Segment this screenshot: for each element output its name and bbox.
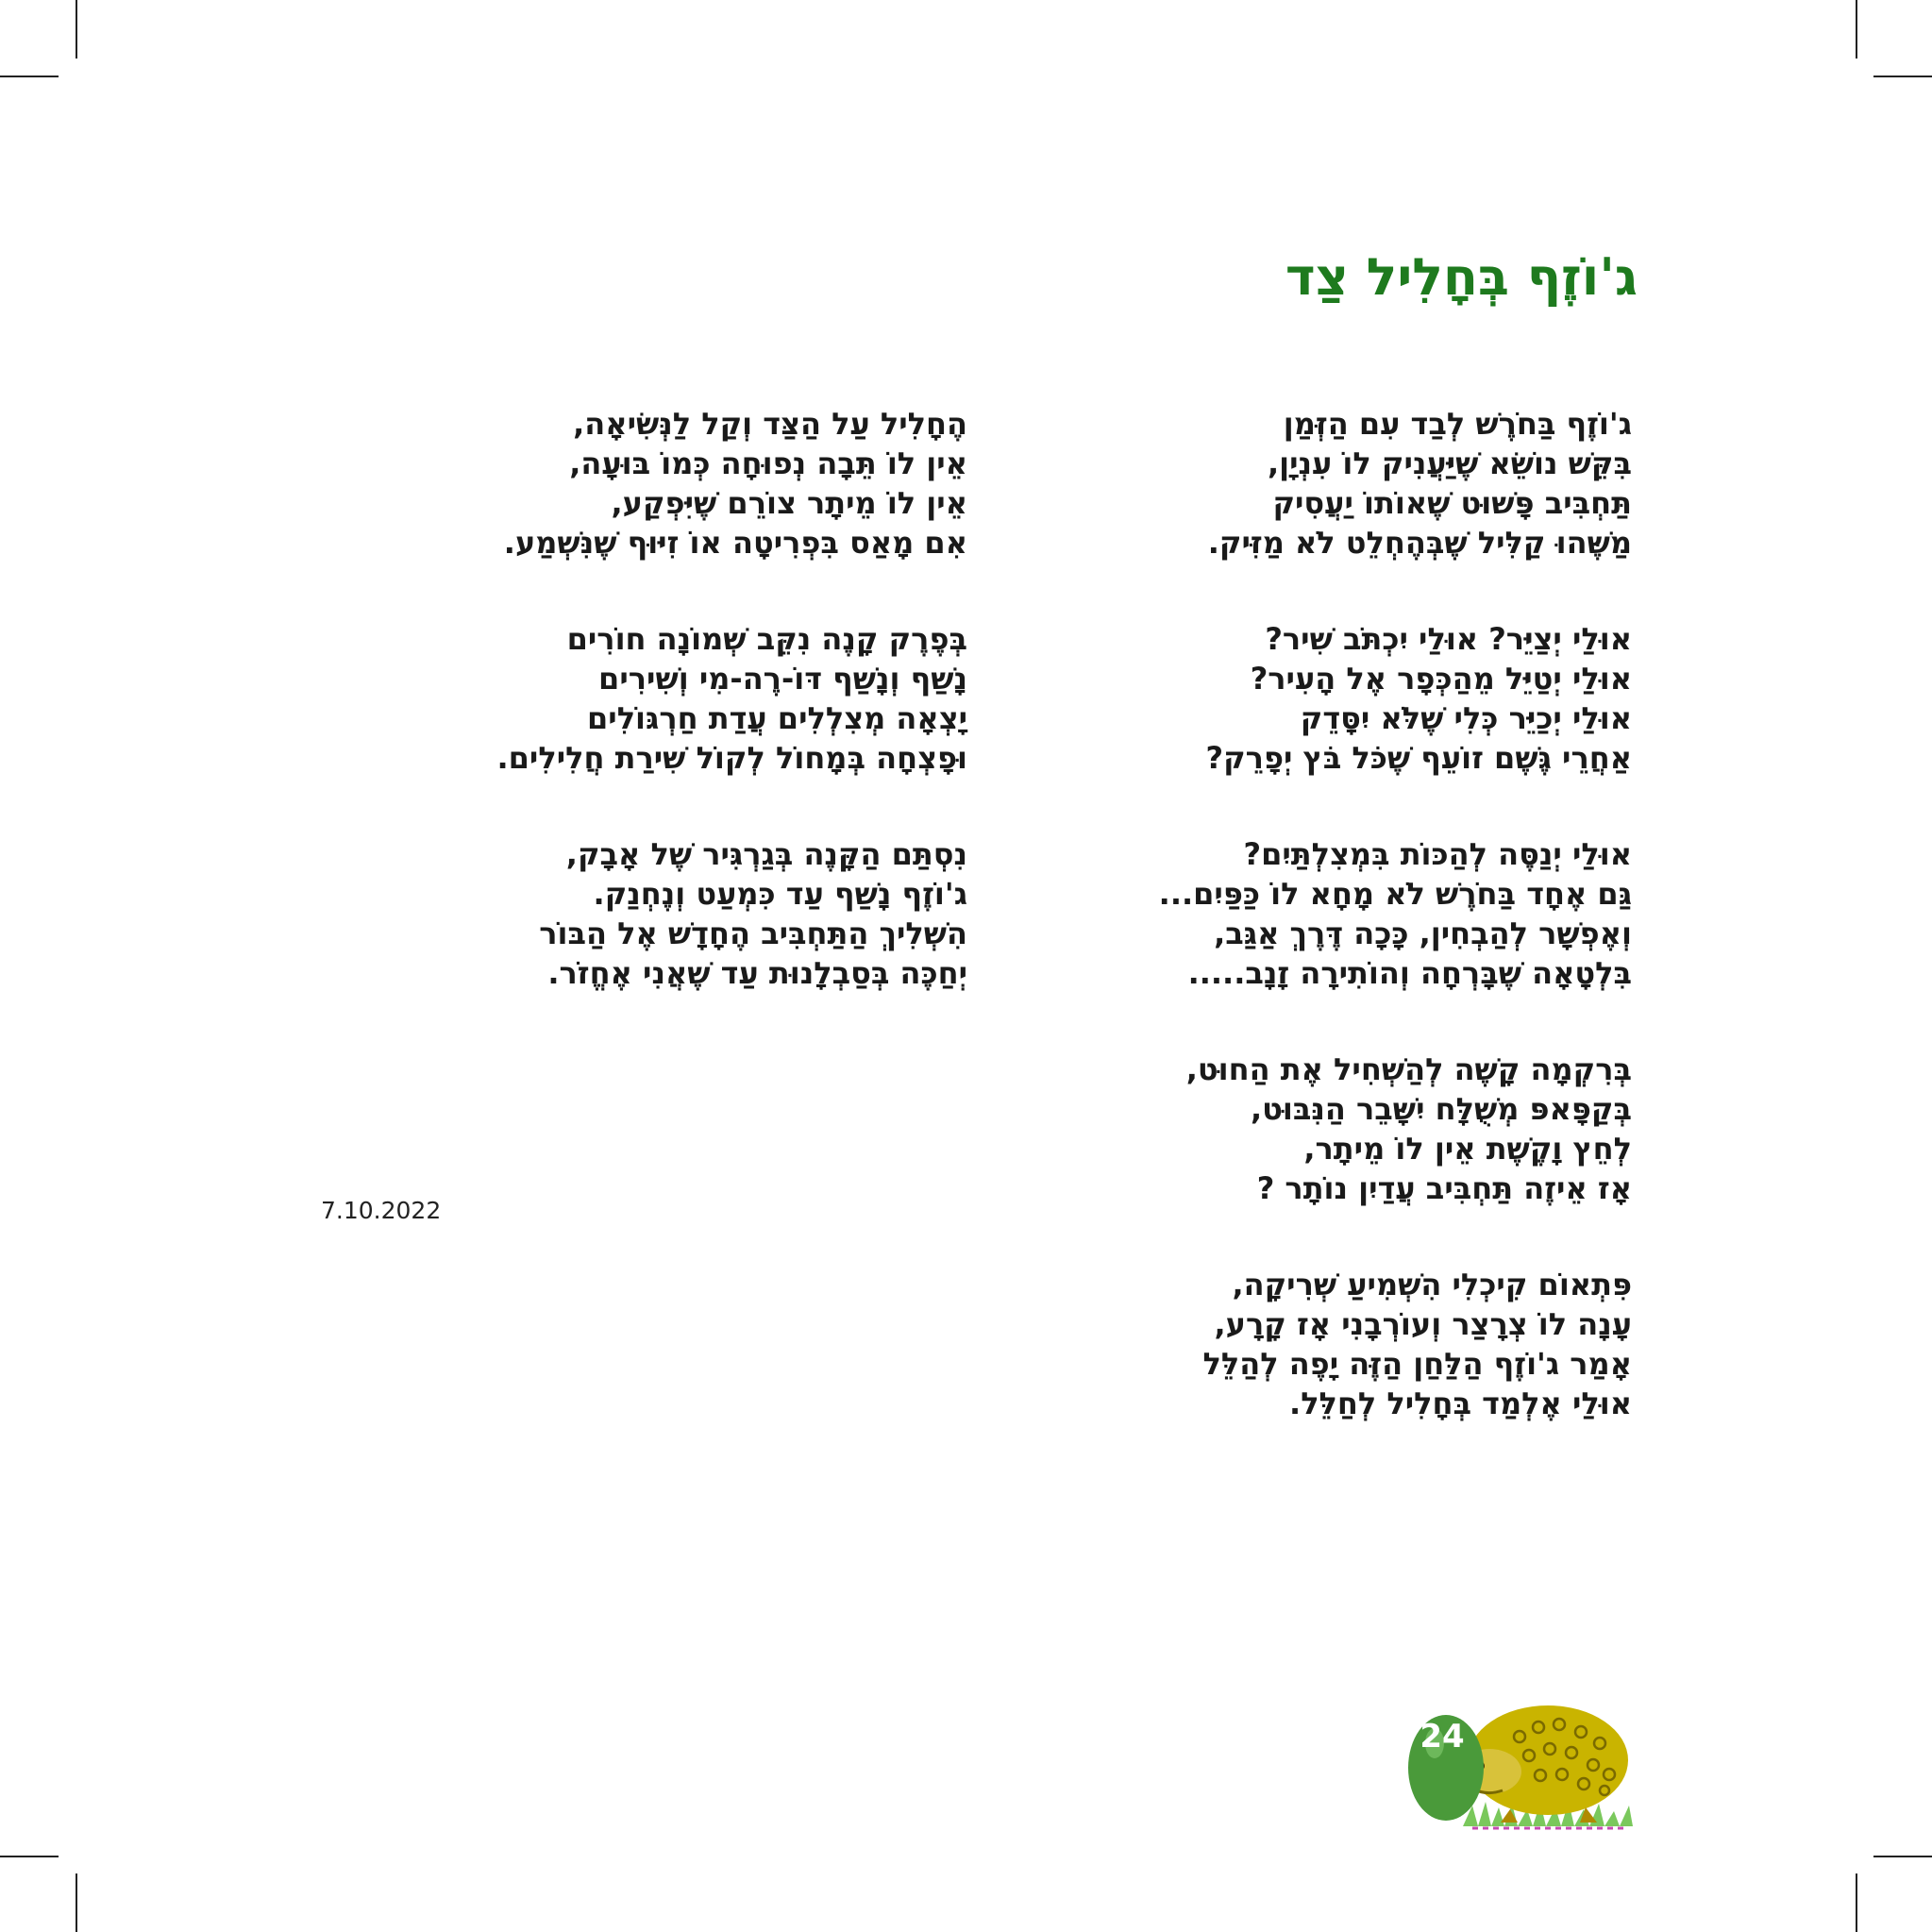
- poem-line: מַשֶּׁהוּ קַלִּיל שֶׁבְּהֶחְלֵט לֹא מַזִּיק.: [1207, 525, 1632, 561]
- poem-line: אוּלַי יְנַסֶּה לְהַכּוֹת בִּמְצִלְתַּיִם?: [1243, 836, 1632, 872]
- page-number: 24: [1420, 1718, 1465, 1756]
- poem-line: ג'וֹזֶף נָשַׁף עַד כִּמְעַט וְנֶחְנַק.: [593, 876, 967, 912]
- poem-line: אֵין לוֹ מֵיתָר צוֹרֵם שֶׁיִּפְקַע,: [611, 485, 967, 521]
- poem-line: יָצְאָה מְצִלְלִים עֲדַת חַרְגּוֹלִים: [586, 700, 967, 736]
- stanza: [952, 404, 1632, 563]
- poem-line: אַחֲרֵי גֶּשֶׁם זוֹעֵף שֶׁכֹּל בֹּץ יְפָרֵק?: [1205, 740, 1632, 776]
- poem-line: אוּלַי יְטַיֵּל מֵהַכְּפָר אֶל הָעִיר?: [1250, 661, 1632, 697]
- poem-line: אוּלַי יְצַיֵּר? אוּלַי יִכְתֹּב שִׁיר?: [1265, 621, 1632, 657]
- poem-line: אוּלַי אֶלְמַד בְּחָלִיל לְחַלֵּל.: [1289, 1386, 1632, 1421]
- date-label: 7.10.2022: [321, 1197, 442, 1224]
- poem-line: אָמַר ג'וֹזֶף הַלַּחַן הַזֶּה יָפֶה לְהַלֵּל: [1202, 1346, 1632, 1382]
- poem-line: אוּלַי יְכַיֵּר כְּלִי שֶׁלֹּא יִסָּדֵק: [1300, 700, 1632, 736]
- poem-line: עָנָה לוֹ צְרָצַר וְעוֹרְבָנִי אָז קָרָע,: [1214, 1306, 1632, 1342]
- poem-line: לְחֵץ וָקֶשֶׁת אֵין לוֹ מֵיתָר,: [1303, 1131, 1632, 1167]
- poem-line: נִסְתַּם הַקָּנֶה בְּגַרְגִּיר שֶׁל אָבָק,: [565, 836, 967, 872]
- poem-line: אִם מָאַס בִּפְרִיטָה אוֹ זִיּוּף שֶׁנִּשְׁמַע.: [503, 525, 967, 561]
- poem-line: בִּלְטָאָה שֶׁבָּרְחָה וְהוֹתִירָה זָנָב.....: [1187, 955, 1632, 991]
- stanza: [344, 404, 967, 563]
- poem-line: יְחַכֶּה בְּסַבְלָנוּת עַד שֶׁאֲנִי אֶחֱזֹר.: [547, 955, 967, 991]
- poem-line: אָז אֵיזֶה תַּחְבִּיב עֲדַיִן נוֹתָר ?: [1256, 1170, 1632, 1206]
- poem-line: גַּם אֶחָד בַּחֹרֶשׁ לֹא מָחָא לוֹ כַּפַּיִם...: [1158, 876, 1632, 912]
- poem-line: בְּקַפָּאפּ מְשֻׁלָּח יִשָּׁבֵר הַנִּבּוּט,: [1251, 1091, 1632, 1127]
- crop-mark: [1856, 1873, 1857, 1932]
- poem-line: נָשַׁף וְנָשַׁף דּוֹ-רֶה-מִי וְשִׁירִים: [598, 661, 967, 697]
- poem-line: בְּרִקְמָה קָשֶׁה לְהַשְׁחִיל אֶת הַחוּט,: [1185, 1051, 1632, 1087]
- stanza: [952, 1050, 1632, 1208]
- poem-column-left: [344, 404, 967, 1050]
- poem-line: בִּקֵּשׁ נוֹשֵׂא שֶׁיַּעֲנִיק לוֹ עִנְיָן,: [1267, 445, 1632, 481]
- poem-line: וּפָצְחָה בְּמָחוֹל לְקוֹל שִׁירַת חֲלִילִים.: [496, 740, 967, 776]
- poem-line: תַּחְבִּיב פָּשׁוּט שֶׁאוֹתוֹ יַעֲסִיק: [1272, 485, 1632, 521]
- poem-line: ג'וֹזֶף בַּחֹרֶשׁ לְבַד עִם הַזְּמַן: [1283, 406, 1632, 442]
- crop-mark: [1856, 0, 1857, 59]
- poem-line: הֶחָלִיל עַל הַצַּד וְקַל לַנְּשִׂיאָה,: [573, 406, 967, 442]
- poem-line: פִּתְאוֹם קִיכְלִי הִשְׁמִיעַ שְׁרִיקָה,: [1232, 1267, 1632, 1302]
- stanza: [344, 834, 967, 993]
- poem-column-right: [952, 404, 1632, 1480]
- poem-title: ג'וֹזֶף בְּחָלִיל צַד: [1285, 247, 1638, 307]
- poem-line: וְאֶפְשָׁר לְהַבְחִין, כָּכָה דֶּרֶךְ אַגַּב,: [1214, 916, 1632, 951]
- stanza: [952, 619, 1632, 778]
- poem-line: הִשְׁלִיךְ הַתַּחְבִּיב הֶחָדָשׁ אֶל הַבּוֹר: [539, 916, 967, 951]
- crop-mark: [1873, 1856, 1932, 1857]
- crop-mark: [0, 76, 59, 77]
- poem-line: בְּפֶרֶק קָנֶה נִקֵּב שְׁמוֹנָה חוֹרִים: [566, 621, 967, 657]
- stanza: [952, 834, 1632, 993]
- stanza: [344, 619, 967, 778]
- poem-line: אֵין לוֹ תֵּבָה נְפוּחָה כְּמוֹ בּוּעָה,: [569, 445, 967, 481]
- crop-mark: [76, 1873, 77, 1932]
- hedgehog-egg-icon: [1406, 1685, 1638, 1836]
- crop-mark: [0, 1856, 59, 1857]
- crop-mark: [1873, 76, 1932, 77]
- crop-mark: [76, 0, 77, 59]
- stanza: [952, 1265, 1632, 1423]
